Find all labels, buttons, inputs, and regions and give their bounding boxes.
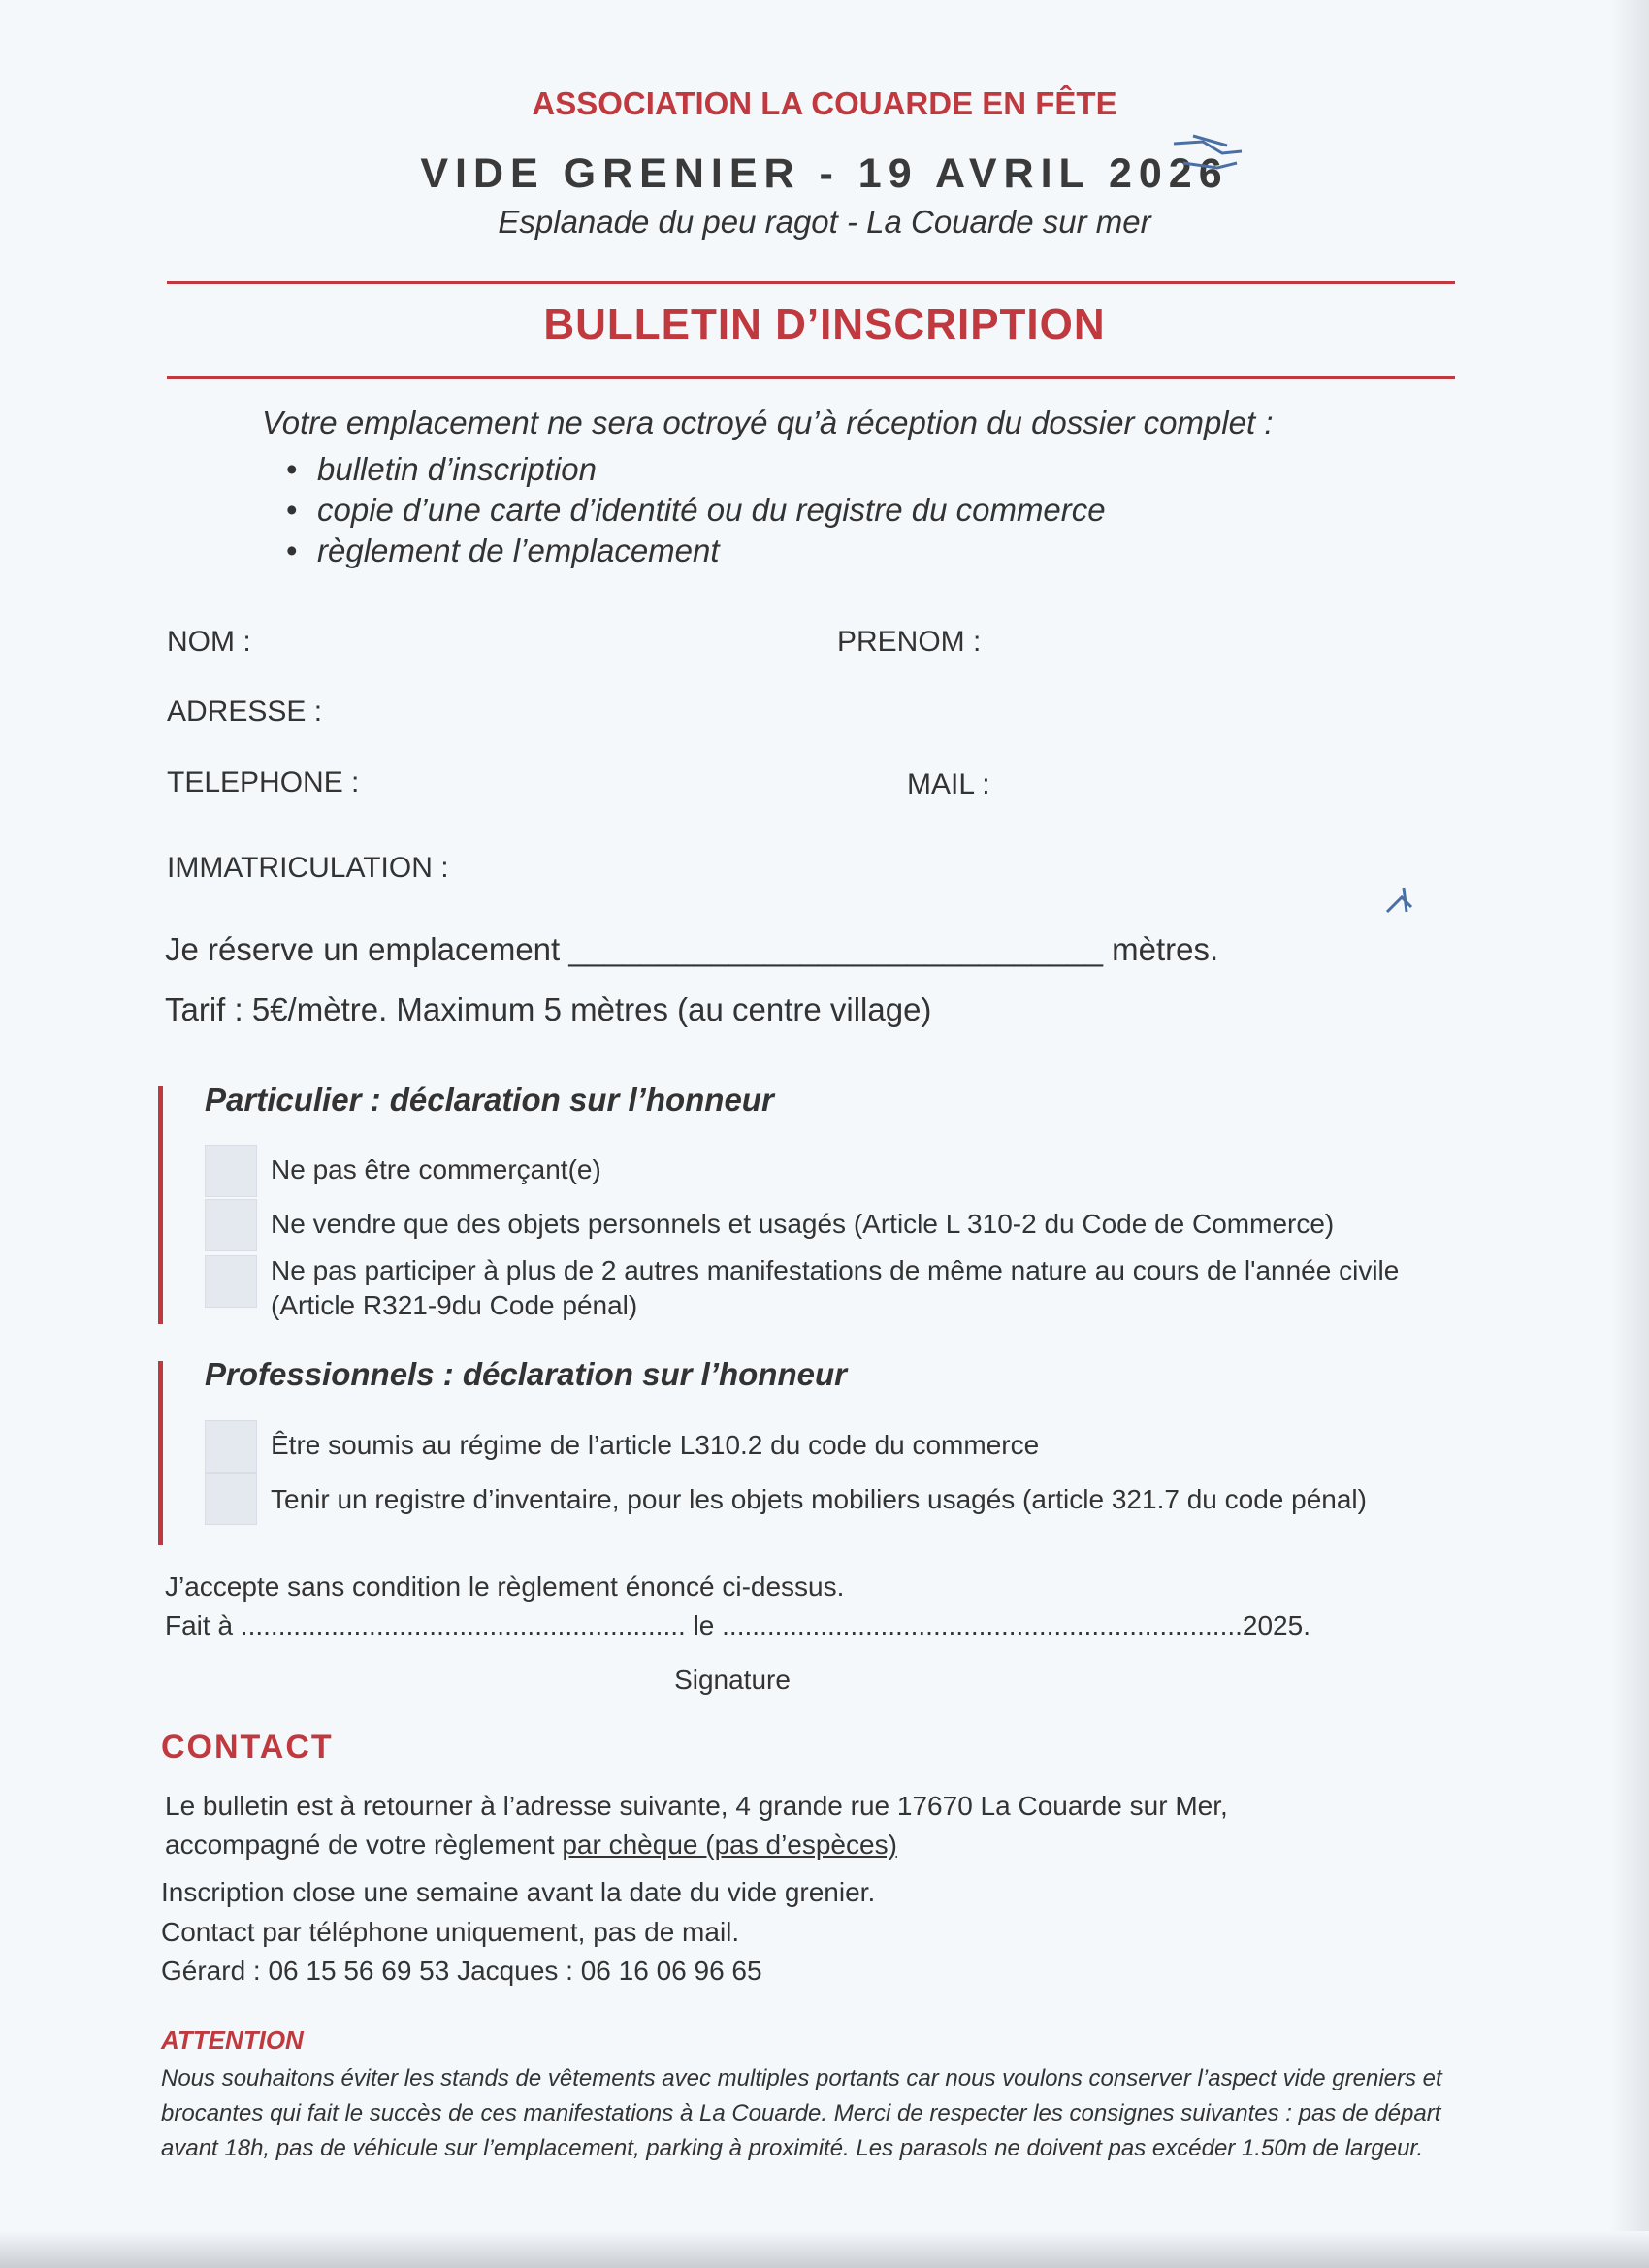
nom-label[interactable]: NOM :	[167, 626, 251, 658]
signature-label: Signature	[674, 1665, 791, 1695]
contact-address: Le bulletin est à retourner à l’adresse suivante, 4 grande rue 17670 La Couarde sur Mer,	[165, 1791, 1228, 1821]
bullet-icon: •	[286, 492, 298, 528]
list-item: • bulletin d’inscription	[286, 449, 1106, 490]
particulier-item: (Article R321-9du Code pénal)	[271, 1290, 638, 1320]
requirements-list	[286, 449, 1106, 571]
immatriculation-label[interactable]: IMMATRICULATION :	[167, 852, 449, 884]
contact-title: CONTACT	[161, 1729, 334, 1766]
professionnels-item: Être soumis au régime de l’article L310.2 du code du commerce	[271, 1430, 1040, 1460]
attention-title: ATTENTION	[161, 2025, 304, 2055]
organization-name: ASSOCIATION LA COUARDE EN FÊTE	[532, 85, 1117, 121]
particulier-item: Ne vendre que des objets personnels et usagés (Article L 310-2 du Code de Commerce)	[271, 1209, 1335, 1239]
professionnels-section-bar	[158, 1361, 163, 1545]
page-edge-shadow-bottom	[0, 2231, 1649, 2268]
tarif-text: Tarif : 5€/mètre. Maximum 5 mètres (au centre village)	[165, 991, 932, 1027]
fait-a-line[interactable]: Fait à ........................................................... le .....................................................................2025.	[165, 1610, 1310, 1640]
contact-payment	[165, 1830, 897, 1861]
contact-phones: Gérard : 06 15 56 69 53 Jacques : 06 16 06 96 65	[161, 1956, 762, 1986]
particulier-item: Ne pas être commerçant(e)	[271, 1154, 601, 1184]
event-title: VIDE GRENIER - 19 AVRIL 2026	[420, 150, 1229, 197]
divider-bottom	[167, 376, 1455, 379]
requirements-intro: Votre emplacement ne sera octroyé qu’à réception du dossier complet :	[262, 405, 1274, 440]
reservation-line[interactable]: Je réserve un emplacement ______________________________ mètres.	[165, 931, 1219, 967]
acceptance-text: J’accepte sans condition le règlement énoncé ci-dessus.	[165, 1571, 845, 1602]
particulier-section-bar	[158, 1086, 163, 1324]
payment-method: par chèque (pas d’espèces)	[562, 1830, 897, 1860]
bullet-icon: •	[286, 533, 298, 568]
list-item: • copie d’une carte d’identité ou du registre du commerce	[286, 490, 1106, 531]
checkbox-registre-inventaire[interactable]	[205, 1473, 257, 1525]
particulier-item: Ne pas participer à plus de 2 autres manifestations de même nature au cours de l'année civile	[271, 1255, 1400, 1285]
checkbox-manifestations[interactable]	[205, 1255, 257, 1308]
divider-top	[167, 281, 1455, 284]
telephone-label[interactable]: TELEPHONE :	[167, 766, 360, 798]
contact-deadline: Inscription close une semaine avant la date du vide grenier.	[161, 1877, 876, 1907]
checkbox-objets-personnels[interactable]	[205, 1199, 257, 1251]
mail-label[interactable]: MAIL :	[907, 768, 990, 800]
attention-text: Nous souhaitons éviter les stands de vêtements avec multiples portants car nous voulons conserver l’aspect vide greniers et brocantes qui fait le succès de ces manifestations à La Couarde. Merci de respecter les consignes suivantes : pas de départ avant 18h, pas de véhicule sur l’emplacement, parking à proximité. Les parasols ne doivent pas excéder 1.50m de largeur.	[161, 2065, 1442, 2161]
pen-mark-icon	[1382, 883, 1421, 922]
professionnels-item: Tenir un registre d’inventaire, pour les objets mobiliers usagés (article 321.7 du code pénal)	[271, 1484, 1367, 1514]
particulier-title: Particulier : déclaration sur l’honneur	[205, 1082, 774, 1118]
checkbox-regime-l310[interactable]	[205, 1420, 257, 1473]
professionnels-title: Professionnels : déclaration sur l’honneur	[205, 1356, 847, 1392]
pen-scribble-icon	[1164, 124, 1251, 192]
prenom-label[interactable]: PRENOM :	[837, 626, 982, 658]
list-item: • règlement de l’emplacement	[286, 531, 1106, 571]
adresse-label[interactable]: ADRESSE :	[167, 696, 323, 728]
event-location: Esplanade du peu ragot - La Couarde sur mer	[498, 204, 1151, 240]
bullet-icon: •	[286, 451, 298, 487]
form-title: BULLETIN D’INSCRIPTION	[543, 301, 1106, 348]
contact-method: Contact par téléphone uniquement, pas de mail.	[161, 1917, 740, 1947]
payment-prefix: accompagné de votre règlement	[165, 1830, 563, 1860]
checkbox-non-commercant[interactable]	[205, 1145, 257, 1197]
